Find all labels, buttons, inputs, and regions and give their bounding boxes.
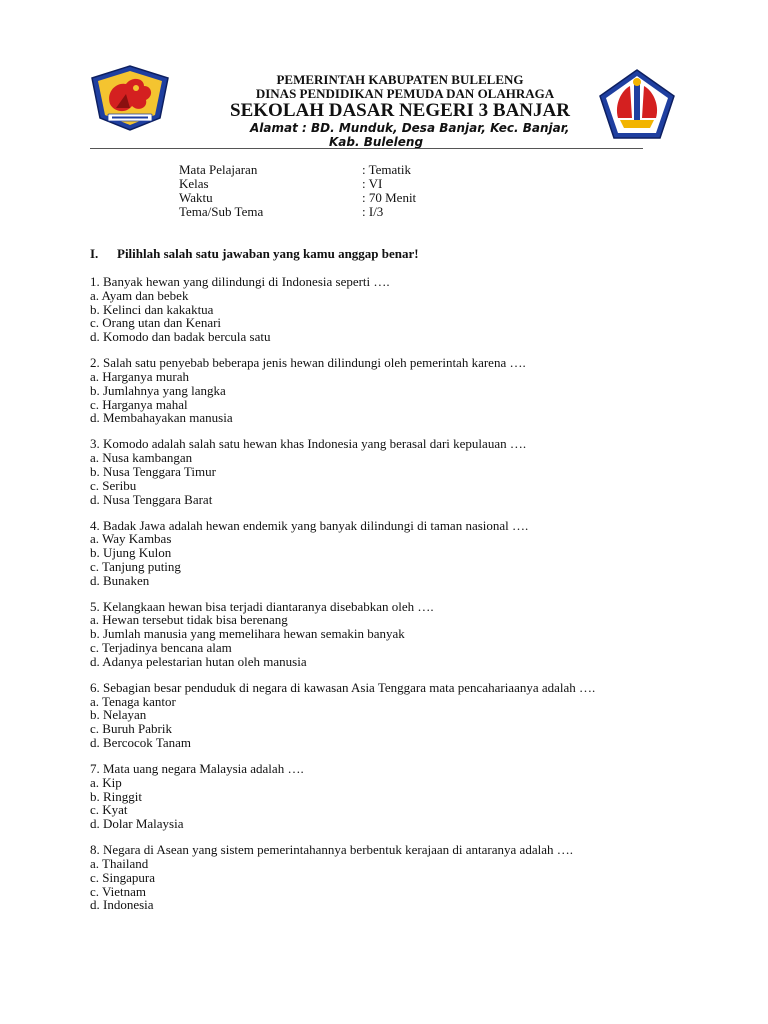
question-item	[90, 762, 650, 831]
answer-option: a. Harganya murah	[90, 368, 190, 384]
question-text: 3. Komodo adalah salah satu hewan khas Indonesia yang berasal dari kepulauan ….	[90, 436, 527, 452]
question-item	[90, 843, 650, 912]
answer-option: a. Tenaga kantor	[90, 693, 176, 709]
question-item	[90, 437, 650, 506]
answer-option: c. Kyat	[90, 802, 128, 818]
answer-option: b. Nelayan	[90, 707, 147, 723]
exam-info-label: Kelas	[179, 176, 209, 191]
question-text: 8. Negara di Asean yang sistem pemerintahannya berbentuk kerajaan di antaranya adalah ….	[90, 842, 573, 858]
exam-info-row	[179, 205, 416, 219]
exam-info-label: Waktu	[179, 190, 213, 205]
answer-option: b. Nusa Tenggara Timur	[90, 463, 216, 479]
answer-option: d. Adanya pelestarian hutan oleh manusia	[90, 653, 307, 669]
answer-option: d. Bercocok Tanam	[90, 735, 192, 751]
question-text: 2. Salah satu penyebab beberapa jenis hewan dilindungi oleh pemerintah karena ….	[90, 355, 526, 371]
question-text: 6. Sebagian besar penduduk di negara di kawasan Asia Tenggara mata pencahariaanya adalah ….	[90, 679, 596, 695]
header-school-name: SEKOLAH DASAR NEGERI 3 BANJAR	[230, 100, 570, 121]
section-heading	[90, 246, 419, 262]
answer-option: d. Membahayakan manusia	[90, 410, 233, 426]
question-item	[90, 600, 650, 669]
question-text: 7. Mata uang negara Malaysia adalah ….	[90, 761, 304, 777]
answer-option: c. Seribu	[90, 477, 137, 493]
question-text: 1. Banyak hewan yang dilindungi di Indonesia seperti ….	[90, 274, 390, 289]
answer-option: a. Ayam dan bebek	[90, 287, 189, 303]
exam-info-label: Tema/Sub Tema	[179, 204, 264, 219]
answer-option: d. Nusa Tenggara Barat	[90, 491, 213, 507]
answer-option: b. Ringgit	[90, 788, 143, 804]
answer-option: a. Nusa kambangan	[90, 450, 193, 466]
exam-info-value: : 70 Menit	[362, 190, 417, 205]
header-divider	[90, 148, 643, 149]
answer-option: b. Ujung Kulon	[90, 545, 172, 561]
answer-option: c. Buruh Pabrik	[90, 721, 172, 737]
answer-option: c. Harganya mahal	[90, 396, 188, 412]
answer-option: c. Terjadinya bencana alam	[90, 640, 232, 656]
answer-option: a. Hewan tersebut tidak bisa berenang	[90, 612, 288, 628]
question-text: 5. Kelangkaan hewan bisa terjadi diantaranya disebabkan oleh ….	[90, 598, 434, 614]
answer-option: a. Way Kambas	[90, 531, 172, 547]
answer-option: d. Komodo dan badak bercula satu	[90, 329, 271, 345]
exam-info-label: Mata Pelajaran	[179, 162, 258, 177]
answer-option: c. Tanjung puting	[90, 558, 181, 574]
exam-info	[179, 163, 416, 219]
answer-option: d. Dolar Malaysia	[90, 816, 184, 832]
exam-info-row	[179, 163, 416, 177]
exam-info-value: : I/3	[362, 204, 384, 219]
header-address-line1: Alamat : BD. Munduk, Desa Banjar, Kec. Banjar,	[250, 121, 570, 135]
question-text: 4. Badak Jawa adalah hewan endemik yang banyak dilindungi di taman nasional ….	[90, 517, 529, 533]
answer-option: b. Jumlahnya yang langka	[90, 382, 226, 398]
answer-option: d. Bunaken	[90, 572, 150, 588]
answer-option: c. Singapura	[90, 869, 155, 885]
answer-option: b. Kelinci dan kakaktua	[90, 301, 214, 317]
exam-info-value: : VI	[362, 176, 383, 191]
answer-option: a. Kip	[90, 774, 122, 790]
question-item	[90, 275, 650, 344]
answer-option: b. Jumlah manusia yang memelihara hewan semakin banyak	[90, 626, 405, 642]
exam-info-row	[179, 177, 416, 191]
answer-option: c. Orang utan dan Kenari	[90, 315, 222, 331]
answer-option: d. Indonesia	[90, 897, 154, 913]
question-item	[90, 681, 650, 750]
education-office-emblem-icon	[598, 68, 676, 140]
answer-option: a. Thailand	[90, 856, 149, 871]
answer-option: c. Vietnam	[90, 883, 147, 899]
question-item	[90, 519, 650, 588]
letterhead	[0, 0, 768, 150]
exam-info-row	[179, 191, 416, 205]
question-list	[90, 275, 650, 924]
section-instruction: Pilihlah salah satu jawaban yang kamu anggap benar!	[117, 246, 419, 261]
section-number: I.	[90, 246, 99, 261]
exam-info-value: : Tematik	[362, 162, 412, 177]
question-item	[90, 356, 650, 425]
header-government: PEMERINTAH KABUPATEN BULELENG	[276, 72, 524, 87]
buleleng-crest-icon	[86, 64, 174, 132]
header-department: DINAS PENDIDIKAN PEMUDA DAN OLAHRAGA	[255, 86, 555, 101]
header-address-line2: Kab. Buleleng	[329, 135, 424, 149]
